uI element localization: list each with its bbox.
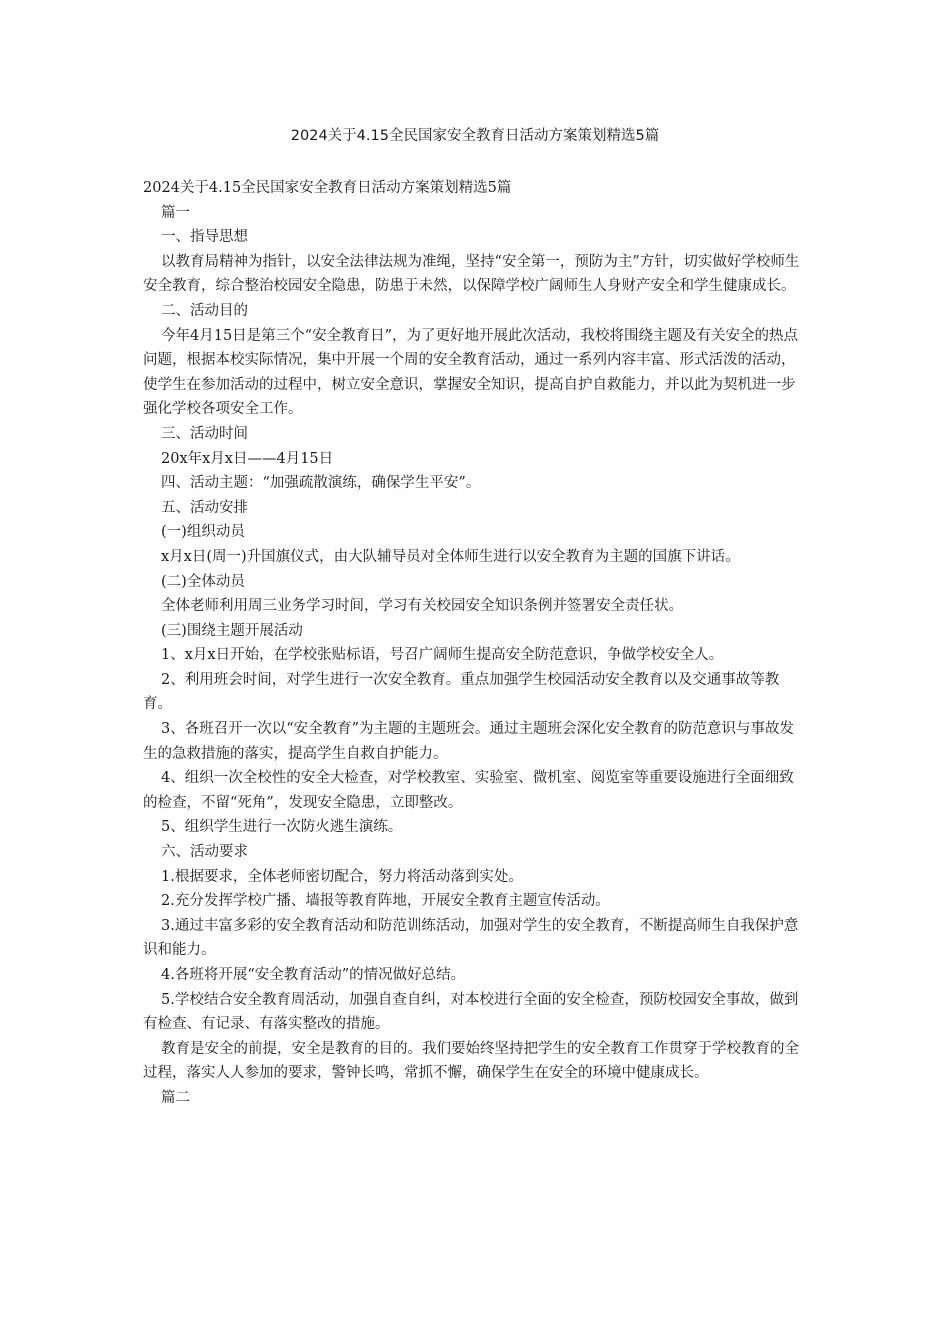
subsection-heading: (三)围绕主题开展活动 <box>161 622 303 639</box>
list-item: 1.根据要求，全体老师密切配合，努力将活动落到实处。 <box>161 868 523 885</box>
section-heading: 一、指导思想 <box>161 229 248 246</box>
list-item: 4、组织一次全校性的安全大检查，对学校教室、实验室、微机室、阅览室等重要设施进行全面细致的检查，不留“死角”，发现安全隐患，立即整改。 <box>143 770 794 811</box>
section-heading: 六、活动要求 <box>161 844 248 861</box>
subsection-heading: (一)组织动员 <box>161 524 245 541</box>
section-heading: 篇一 <box>161 204 190 221</box>
section-heading: 篇二 <box>161 1089 190 1106</box>
document-title: 2024关于4.15全民国家安全教育日活动方案策划精选5篇 <box>290 128 660 144</box>
subsection-heading: (二)全体动员 <box>161 573 245 590</box>
document-body <box>143 176 808 1111</box>
paragraph: 20x年x月x日——4月15日 <box>161 450 334 467</box>
document-subtitle: 2024关于4.15全民国家安全教育日活动方案策划精选5篇 <box>143 180 512 196</box>
paragraph: 今年4月15日是第三个“安全教育日”，为了更好地开展此次活动，我校将围绕主题及有关安全的热点问题，根据本校实际情况，集中开展一个周的安全教育活动，通过一系列内容丰富、形式活泼的活动，使学生在参加活动的过程中，树立安全意识，掌握安全知识，提高自护自救能力，并以此为契机进一步强化学校各项安全工作。 <box>143 327 798 418</box>
list-item: 3、各班召开一次以“安全教育”为主题的主题班会。通过主题班会深化安全教育的防范意识与事故发生的急救措施的落实，提高学生自救自护能力。 <box>143 721 795 762</box>
paragraph: 全体老师利用周三业务学习时间，学习有关校园安全知识条例并签署安全责任状。 <box>161 598 683 615</box>
paragraph: 四、活动主题：“加强疏散演练，确保学生平安”。 <box>161 475 481 492</box>
list-item: 3.通过丰富多彩的安全教育活动和防范训练活动，加强对学生的安全教育，不断提高师生自我保护意识和能力。 <box>143 917 799 959</box>
paragraph: x月x日(周一)升国旗仪式，由大队辅导员对全体师生进行以安全教育为主题的国旗下讲话。 <box>161 548 740 565</box>
list-item: 1、x月x日开始，在学校张贴标语，号召广阔师生提高安全防范意识，争做学校安全人。 <box>161 647 724 664</box>
section-heading: 五、活动安排 <box>161 499 248 516</box>
list-item: 5、组织学生进行一次防火逃生演练。 <box>161 819 403 836</box>
paragraph: 教育是安全的前提，安全是教育的目的。我们要始终坚持把学生的安全教育工作贯穿于学校教育的全过程，落实人人参加的要求，警钟长鸣，常抓不懈，确保学生在安全的环境中健康成长。 <box>143 1040 799 1082</box>
list-item: 2、利用班会时间，对学生进行一次安全教育。重点加强学生校园活动安全教育以及交通事故等教育。 <box>143 671 780 713</box>
section-heading: 三、活动时间 <box>161 425 248 442</box>
list-item: 4.各班将开展“安全教育活动”的情况做好总结。 <box>161 967 466 983</box>
list-item: 2.充分发挥学校广播、墙报等教育阵地，开展安全教育主题宣传活动。 <box>161 893 610 910</box>
list-item: 5.学校结合安全教育周活动，加强自查自纠，对本校进行全面的安全检查，预防校园安全事故，做到有检查、有记录、有落实整改的措施。 <box>143 991 799 1033</box>
section-heading: 二、活动目的 <box>161 302 248 319</box>
paragraph: 以教育局精神为指针，以安全法律法规为准绳，坚持“安全第一，预防为主”方针，切实做好学校师生安全教育，综合整治校园安全隐患，防患于未然，以保障学校广阔师生人身财产安全和学生健康成长。 <box>143 253 800 295</box>
